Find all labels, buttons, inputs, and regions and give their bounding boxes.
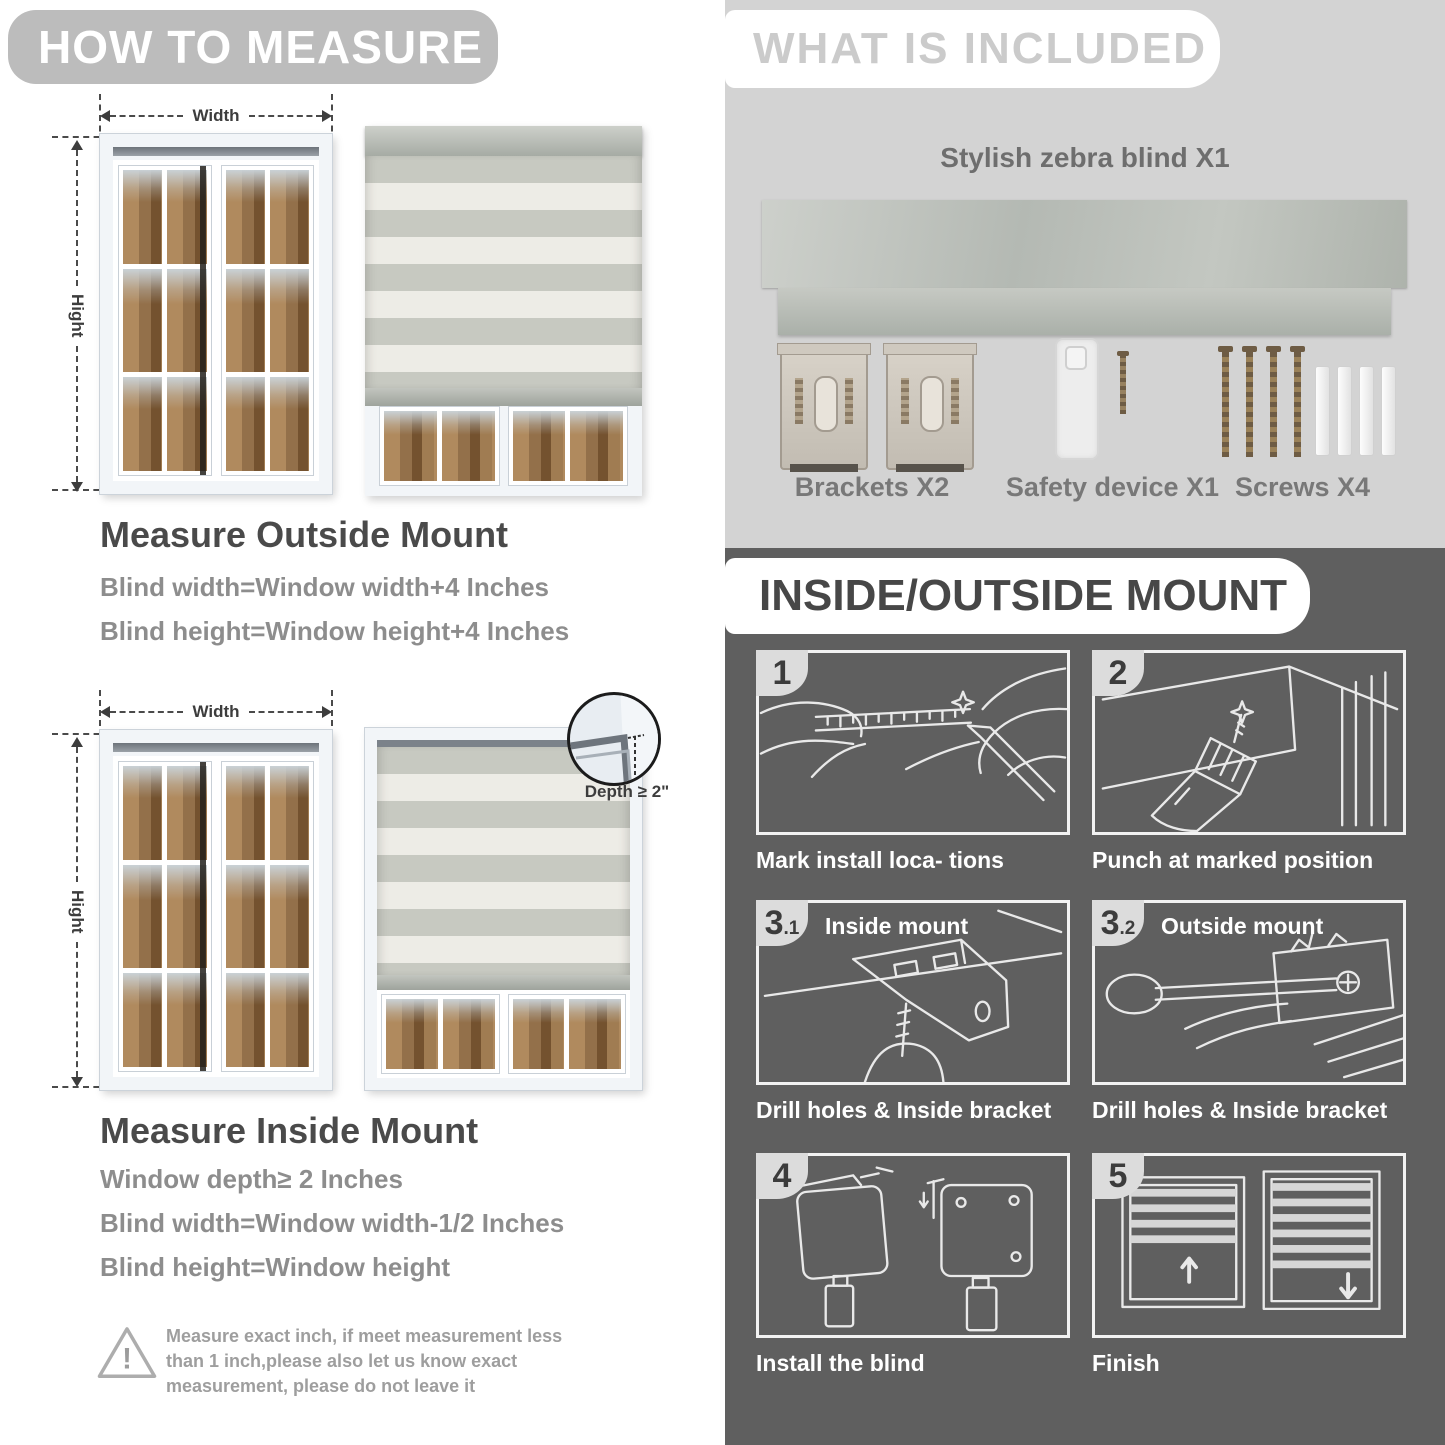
- window-panel: [118, 165, 212, 476]
- corner-detail-drawing: [570, 695, 658, 783]
- screw-image: [1294, 352, 1301, 457]
- safety-device-image: [1055, 338, 1099, 460]
- arrowhead-down-icon: [71, 1077, 83, 1087]
- outside-mount-heading: Measure Outside Mount: [100, 514, 509, 555]
- wall-anchor-image: [1337, 366, 1352, 456]
- step-3-1: [756, 900, 1070, 1124]
- step-1: [756, 650, 1070, 874]
- inside-mount-line1: Window depth≥ 2 Inches: [100, 1164, 403, 1194]
- blind-cassette: [365, 126, 642, 156]
- how-to-measure-header: [8, 10, 498, 84]
- arrowhead-up-icon: [71, 140, 83, 150]
- step-3-2: [1092, 900, 1406, 1124]
- product-title: Stylish zebra blind X1: [940, 142, 1230, 173]
- wall-anchor-image: [1359, 366, 1374, 456]
- what-is-included-title: WHAT IS INCLUDED: [753, 24, 1208, 73]
- arrowhead-left-icon: [100, 706, 110, 718]
- blind-bottom-rail: [377, 975, 630, 990]
- zebra-blind-shade: [365, 156, 642, 388]
- inside-mount-heading: Measure Inside Mount: [100, 1110, 479, 1151]
- step-number-badge: 3 .2: [1092, 900, 1144, 946]
- what-is-included-header: [725, 10, 1220, 88]
- window-panel: [221, 761, 315, 1072]
- height-arrow: [62, 140, 92, 492]
- width-arrow: [100, 700, 332, 724]
- window-illustration-outside: [100, 134, 332, 494]
- brackets-label: Brackets X2: [794, 472, 950, 502]
- step-1-caption: Mark install loca- tions: [756, 847, 1004, 873]
- depth-label: Depth ≥ 2": [584, 782, 670, 801]
- arrowhead-right-icon: [322, 706, 332, 718]
- width-arrow: [100, 104, 332, 128]
- warning-triangle-icon: [96, 1324, 158, 1382]
- warning-note: Measure exact inch, if meet measurement less than 1 inch,please also let us know exact measurement, please do not leave it: [166, 1326, 563, 1397]
- zebra-blind-headrail-lower-image: [778, 288, 1391, 335]
- brackets-image-group: [780, 348, 974, 470]
- mount-section-header: [725, 558, 1310, 634]
- window-panel: [118, 761, 212, 1072]
- step-number-badge: 5: [1092, 1153, 1144, 1199]
- wall-anchor-image: [1381, 366, 1396, 456]
- screws-label: Screws X4: [1234, 472, 1371, 502]
- inside-mount-line2: Blind width=Window width-1/2 Inches: [100, 1208, 565, 1238]
- width-label: Width: [192, 702, 240, 721]
- step-3-1-caption: Drill holes & Inside bracket: [756, 1097, 1052, 1123]
- blind-bottom-rail: [365, 388, 642, 406]
- step-3-2-caption: Drill holes & Inside bracket: [1092, 1097, 1388, 1123]
- wall-anchor-image: [1315, 366, 1330, 456]
- step-2-illustration: [1092, 650, 1406, 835]
- step-3-2-illustration: [1092, 900, 1406, 1085]
- step-2: [1092, 650, 1406, 874]
- safety-device-label: Safety device X1: [1005, 472, 1220, 502]
- step-2-caption: Punch at marked position: [1092, 847, 1374, 873]
- step-number-badge: 3 .1: [756, 900, 808, 946]
- step-1-illustration: [756, 650, 1070, 835]
- window-top-sash: [113, 743, 319, 752]
- depth-magnifier: [567, 692, 661, 786]
- step-3-1-illustration: [756, 900, 1070, 1085]
- arrowhead-left-icon: [100, 110, 110, 122]
- inside-mount-line3: Blind height=Window height: [100, 1252, 450, 1282]
- step-number-badge: 4: [756, 1153, 808, 1199]
- arrowhead-down-icon: [71, 482, 83, 492]
- step-4-caption: Install the blind: [756, 1350, 925, 1376]
- anchors-image-group: [1315, 366, 1396, 456]
- screw-image: [1222, 352, 1229, 457]
- step-4-illustration: [756, 1153, 1070, 1338]
- step-4: [756, 1153, 1070, 1377]
- how-to-measure-title: HOW TO MEASURE: [38, 21, 484, 73]
- step-number-badge: 1: [756, 650, 808, 696]
- screws-image-group: [1222, 352, 1301, 457]
- outside-mount-line2: Blind height=Window height+4 Inches: [100, 616, 570, 646]
- outside-mount-line1: Blind width=Window width+4 Inches: [100, 572, 549, 602]
- step-5-caption: Finish: [1092, 1350, 1160, 1376]
- step-3-1-title: Inside mount: [825, 913, 969, 939]
- height-label: Hight: [68, 294, 87, 338]
- screw-image: [1270, 352, 1277, 457]
- height-label: Hight: [68, 890, 87, 934]
- height-arrow: [62, 737, 92, 1087]
- window-top-sash: [113, 147, 319, 156]
- zebra-blind-headrail-image: [762, 200, 1407, 288]
- bracket-image: [886, 348, 974, 470]
- arrowhead-up-icon: [71, 737, 83, 747]
- step-3-2-title: Outside mount: [1161, 913, 1324, 939]
- lamp-post-reflection: [200, 762, 206, 1071]
- window-illustration-inside: [100, 730, 332, 1090]
- window-panel: [221, 165, 315, 476]
- warning-exclamation: !: [122, 1343, 132, 1376]
- step-5: [1092, 1153, 1406, 1377]
- step-5-illustration: [1092, 1153, 1406, 1338]
- zebra-blind-outside-mount-illustration: [365, 126, 642, 496]
- screw-image: [1246, 352, 1253, 457]
- safety-screw-image: [1120, 356, 1126, 414]
- mount-instructions-section: [725, 548, 1445, 1445]
- what-is-included-section: [725, 0, 1445, 548]
- lamp-post-reflection: [200, 166, 206, 475]
- step-number-badge: 2: [1092, 650, 1144, 696]
- arrowhead-right-icon: [322, 110, 332, 122]
- bracket-image: [780, 348, 868, 470]
- width-label: Width: [192, 106, 240, 125]
- mount-section-title: INSIDE/OUTSIDE MOUNT: [759, 571, 1288, 620]
